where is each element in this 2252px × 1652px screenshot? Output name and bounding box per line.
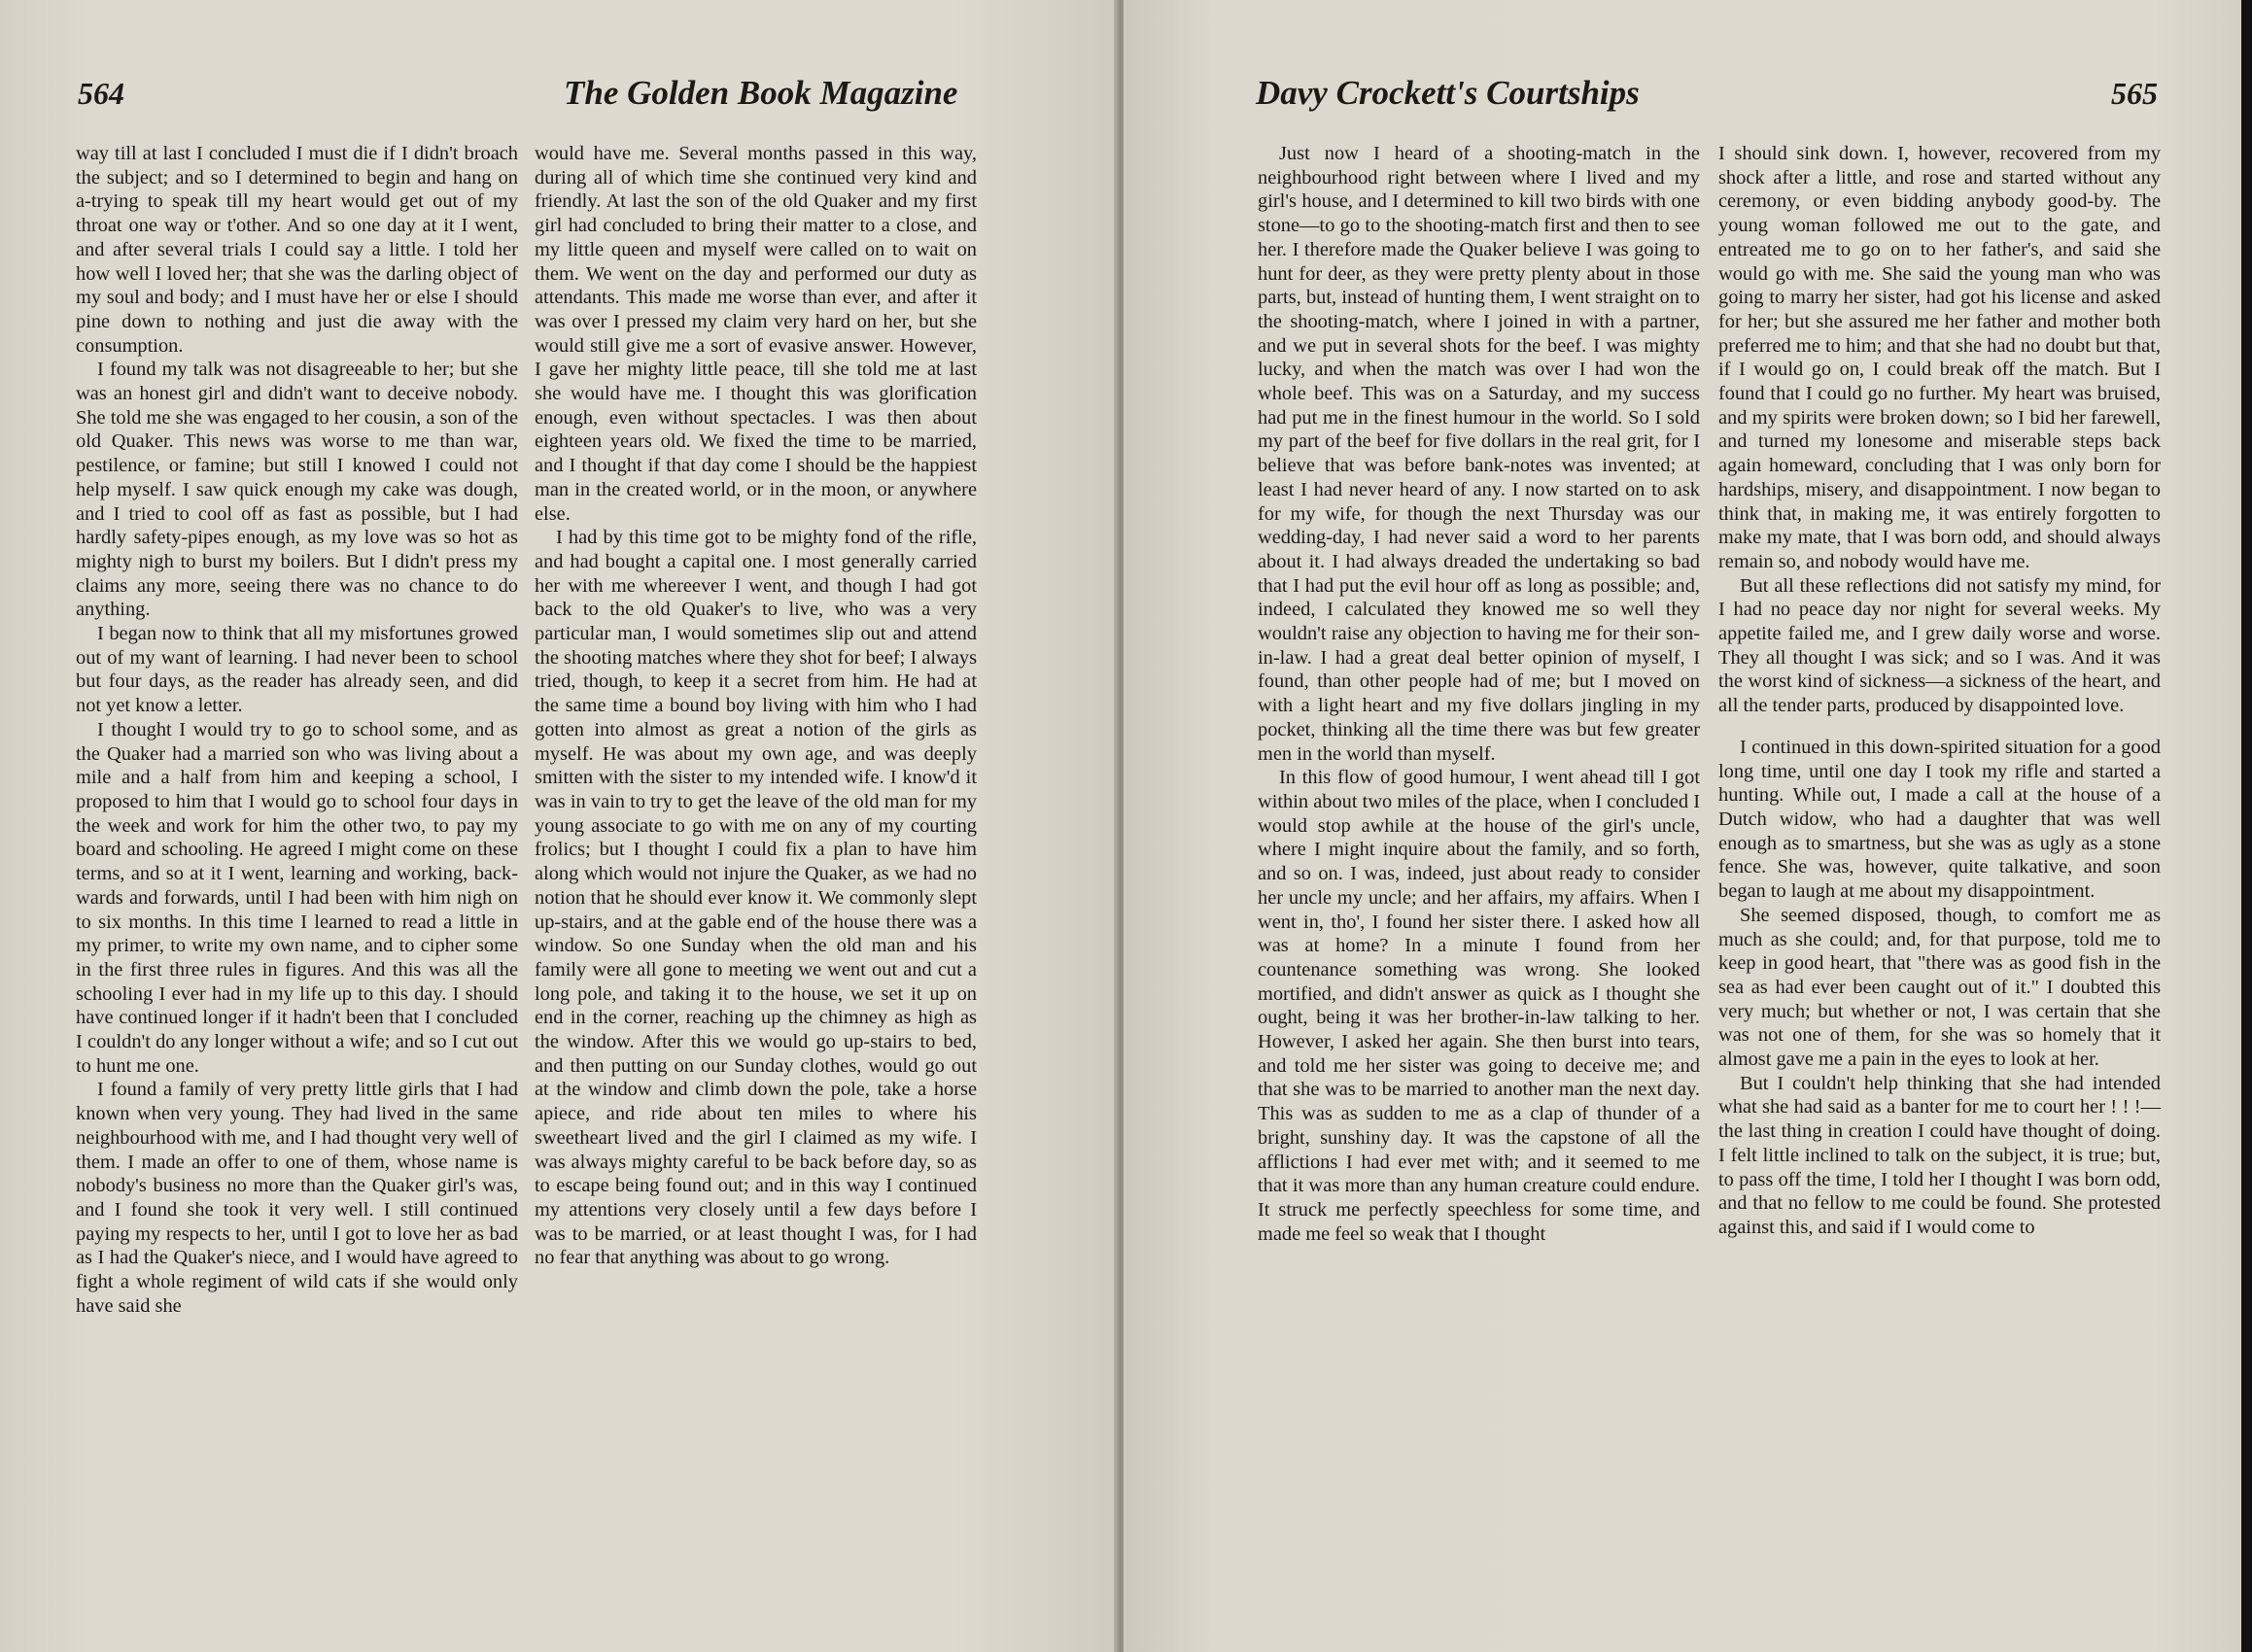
text-column-2: [535, 142, 977, 1270]
paragraph: I continued in this down-spirited situation for a good long time, until one day I took my rifle and started a hunting. While out, I made a call at the house of a Dutch widow, who had a daughter that was well enough as to smartness, but she was as ugly as a stone fence. She was, however, quite talkative, and soon began to laugh at me about my disappointment.: [1718, 736, 2161, 903]
text-column-1: [76, 142, 518, 1318]
text-column-2: [1718, 142, 2161, 1240]
paragraph: But all these reflections did not satisfy my mind, for I had no peace day nor night for several weeks. My appetite failed me, and I grew daily worse and worse. They all thought I was sick; and so I was. And it was the worst kind of sickness—a sickness of the heart, and all the tender parts, produced by disappointed love.: [1718, 574, 2161, 717]
paragraph: way till at last I concluded I must die if I didn't broach the subject; and so I determined to begin and hang on a-trying to speak till my heart would get out of my throat one way or t'other. And so one day at it I went, and after several trials I could say a little. I told her how well I loved her; that she was the darling object of my soul and body; and I must have her or else I should pine down to nothing and just die away with the consumption.: [76, 143, 518, 357]
paragraph: I found a family of very pretty little girls that I had known when very young. They had lived in the same neighbourhood with me, and I had thought very well of them. I made an offer to one of them, whose name is nobody's business no more than the Quaker girl's was, and I found she took it very well. I still continued paying my respects to her, until I got to love her as bad as I had the Quaker's niece, and I would have agreed to fight a whole regiment of wild cats if she would only have said she: [76, 1079, 518, 1317]
paragraph: I should sink down. I, however, recovered from my shock after a little, and rose and started without any ceremony, or even bidding anybody good-by. The young woman followed me out to the gate, and entreated me to go on to her father's, and said she would go with me. She said the young man who was going to marry her sister, had got his license and asked for her; but she assured me her father and mother both preferred me to him; and that she had no doubt but that, if I would go on, I could break off the match. But I found that I could go no further. My heart was bruised, and my spirits were broken down; so I bid her farewell, and turned my lonesome and miserable steps back again homeward, concluding that I was only born for hardships, misery, and disappointment. I now began to think that, in making me, it was entirely forgotten to make my mate, that I was born odd, and should always remain so, and nobody would have me.: [1718, 143, 2161, 572]
right-page: [1124, 0, 2241, 1652]
paragraph: I began now to think that all my misfortunes growed out of my want of learning. I had never been to school but four days, as the reader has already seen, and did not yet know a letter.: [76, 623, 518, 717]
paragraph: would have me. Several months passed in this way, during all of which time she continued very kind and friendly. At last the son of the old Quaker and my first girl had concluded to bring their matter to a close, and my little queen and myself were called on to wait on them. We went on the day and performed our duty as attendants. This made me worse than ever, and after it was over I pressed my claim very hard on her, but she would still give me a sort of evasive answer. However, I gave her mighty little peace, till she told me at last she would have me. I thought this was glorification enough, even without spectacles. I was then about eighteen years old. We fixed the time to be married, and I thought if that day come I should be the happiest man in the created world, or in the moon, or anywhere else.: [535, 143, 977, 525]
paragraph: But I couldn't help thinking that she had intended what she had said as a banter for me to court her ! ! !—the last thing in creation I could have thought of doing. I felt little inclined to talk on the subject, it is true; but, to pass off the time, I told her I thought I was born odd, and that no fellow to me could be found. She protested against this, and said if I would come to: [1718, 1072, 2161, 1238]
paragraph: Just now I heard of a shooting-match in the neighbourhood right between where I lived and my girl's house, and I determined to kill two birds with one stone—to go to the shooting-match first and then to see her. I therefore made the Quaker believe I was going to hunt for deer, as they were pretty plenty about in those parts, but, instead of hunting them, I went straight on to the shooting-match, where I joined in with a partner, and we put in several shots for the beef. I was mighty lucky, and when the match was over I had won the whole beef. This was on a Saturday, and my success had put me in the finest humour in the world. So I sold my part of the beef for five dollars in the real grit, for I believe that was before bank-notes was invented; at least I had never heard of any. I now started on to ask for my wife, for though the next Thursday was our wedding-day, I had never said a word to her parents about it. I had always dreaded the undertaking so bad that I had put the evil hour off as long as possible; and, indeed, I calculated they knowed me so well they wouldn't raise any objection to having me for their son-in-law. I had a great deal better opinion of myself, I found, than other people had of me; but I moved on with a light heart and my five dollars jingling in my pocket, thinking all the time there was but few greater men in the world than myself.: [1258, 143, 1700, 765]
paragraph: She seemed disposed, though, to comfort me as much as she could; and, for that purpose, told me to keep in good heart, that "there was as good fish in the sea as had ever been caught out of it." I doubted this very much; but whether or not, I was certain that she was not one of them, for she was so homely that it almost gave me a pain in the eyes to look at her.: [1718, 904, 2161, 1071]
running-head: Davy Crockett's Courtships: [1256, 74, 1640, 112]
scan-edge: [2241, 0, 2252, 1652]
left-page: [0, 0, 1118, 1652]
paragraph: I thought I would try to go to school some, and as the Quaker had a married son who was living about a mile and a half from him and keeping a school, I proposed to him that I would go to school four days in the week and work for him the other two, to pay my board and schooling. He agreed I might come on these terms, and so at it I went, learning and working, backwards and forwards, until I had been with him nigh on to six months. In this time I learned to read a little in my primer, to write my own name, and to cipher some in the first three rules in figures. And this was all the schooling I ever had in my life up to this day. I should have continued longer if it hadn't been that I concluded I couldn't do any longer without a wife; and so I cut out to hunt me one.: [76, 718, 518, 1077]
running-head: The Golden Book Magazine: [564, 74, 958, 112]
page-number: 565: [2111, 76, 2158, 111]
paragraph: I had by this time got to be mighty fond of the rifle, and had bought a capital one. I most generally carried her with me whereever I went, and though I had got back to the old Quaker's to live, who was a very particular man, I would sometimes slip out and attend the shooting matches where they shot for beef; I always tried, though, to keep it a secret from him. He had at the same time a bound boy living with him who I had gotten into almost as great a notion of the girls as myself. He was about my own age, and was deeply smitten with the sister to my intended wife. I know'd it was in vain to try to get the leave of the old man for my young associate to go with me on any of my courting frolics; but I thought I could fix a plan to have him along which would not injure the Quaker, as we had no notion that he should ever know it. We commonly slept up-stairs, and at the gable end of the house there was a window. So one Sunday when the old man and his family were all gone to meeting we went out and cut a long pole, and taking it to the house, we set it up on end in the corner, reaching up the chimney as high as the window. After this we would go up-stairs to bed, and then putting on our Sunday clothes, would go out at the window and climb down the pole, take a horse apiece, and ride about ten miles to where his sweetheart lived and the girl I claimed as my wife. I was always mighty careful to be back before day, so as to escape being found out; and in this way I continued my attentions very closely until a few days before I was to be married, or at least thought I was, for I had no fear that anything was about to go wrong.: [535, 527, 977, 1269]
text-column-1: [1258, 142, 1700, 1246]
page-number: 564: [78, 76, 124, 111]
paragraph: I found my talk was not disagreeable to her; but she was an honest girl and didn't want to deceive nobody. She told me she was engaged to her cousin, a son of the old Quaker. This news was worse to me than war, pestilence, or famine; but still I knowed I could not help myself. I saw quick enough my cake was dough, and I tried to cool off as fast as possible, but I had hardly safety-pipes enough, as my love was so hot as mighty nigh to burst my boilers. But I didn't press my claims any more, seeing there was no chance to do anything.: [76, 359, 518, 621]
paragraph: In this flow of good humour, I went ahead till I got within about two miles of the place, when I concluded I would stop awhile at the house of the girl's uncle, where I might inquire about the family, and so forth, and so on. I was, indeed, just about ready to consider her uncle my uncle; and her affairs, my affairs. When I went in, tho', I found her sister there. I asked how all was at home? In a minute I found from her countenance something was wrong. She looked mortified, and didn't answer as quick as I thought she ought, being it was her brother-in-law talking to her. However, I asked her again. She then burst into tears, and told me her sister was going to deceive me; and that she was to be married to another man the next day. This was as sudden to me as a clap of thunder of a bright, sunshiny day. It was the capstone of all the afflictions I had ever met with; and it seemed to me that it was more than any human creature could endure. It struck me perfectly speechless for some time, and made me feel so weak that I thought: [1258, 767, 1700, 1245]
